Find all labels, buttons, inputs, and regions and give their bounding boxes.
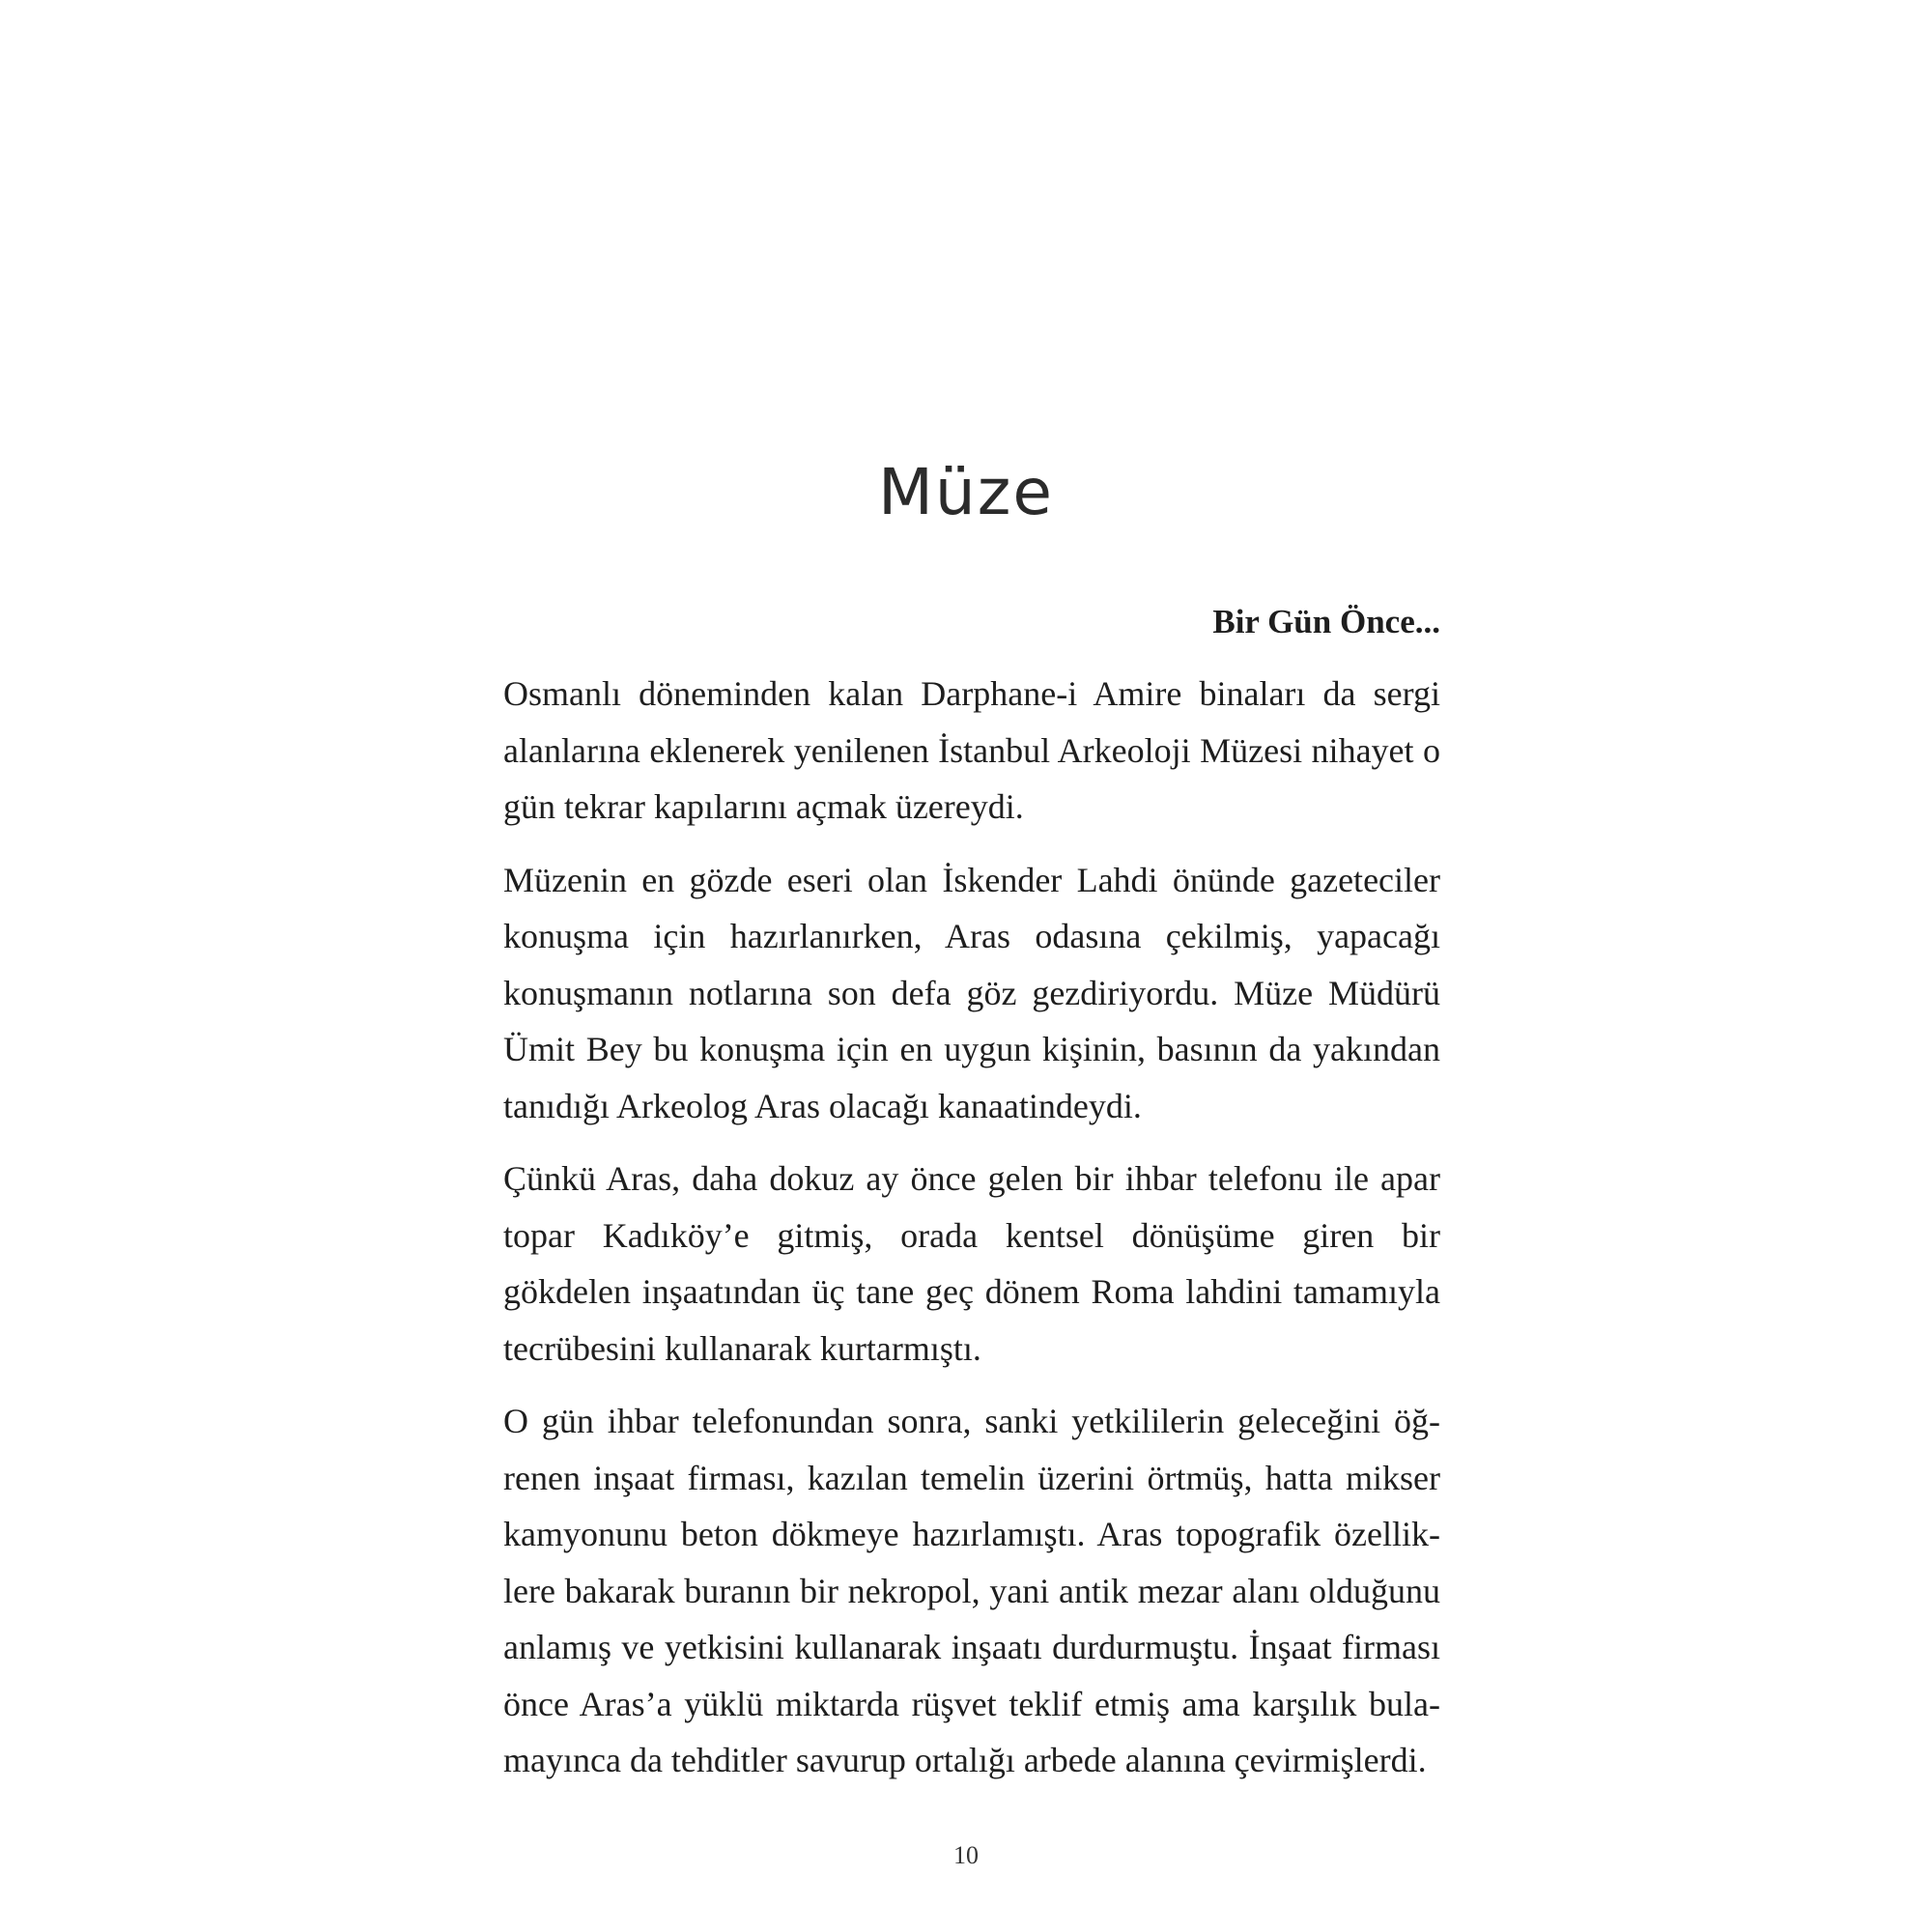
page-number: 10 [953,1841,979,1869]
paragraph-1: Osmanlı döneminden kalan Darphane-i Amire binaları da sergi alanlarına eklenerek yenilenen İstanbul Arkeoloji Müzesi nihayet o gün tekrar kapılarını açmak üzereydi. [503,674,1440,826]
paragraph-2: Müzenin en gözde eseri olan İskender Lahdi önünde gazeteciler konuşma için hazırlanırken, Aras odasına çekilmiş, yapacağı konuşmanın notlarına son defa göz gezdiriyordu. Müze Müdürü Ümit Bey bu konuşma için en uygun kişinin, basının da yakından tanıdığı Arkeolog Aras olacağı kanaatindeydi. [503,860,1440,1125]
chapter-title: Müze [877,455,1055,529]
body-text [503,594,1440,1805]
paragraph-3: Çünkü Aras, daha dokuz ay önce gelen bir ihbar telefonu ile apar topar Kadıköy’e gitmiş, orada kentsel dönüşüme giren bir gökdelen inşaatından üç tane geç dönem Roma lahdini tamamıyla tecrübesini kullanarak kurtarmıştı. [503,1159,1440,1368]
chapter-subtitle: Bir Gün Önce... [1212,603,1440,640]
paragraph-4: O gün ihbar telefonundan sonra, sanki yetkililerin geleceğini öğrenen inşaat firması, kazılan temelin üzerini örtmüş, hatta mikser kamyonunu beton dökmeye hazırlamıştı. Aras topografik özelliklere bakarak buranın bir nekropol, yani antik mezar alanı olduğunu anlamış ve yetkisini kullanarak inşaatı durdurmuştu. İnşaat firması önce Aras’a yüklü miktarda rüşvet teklif etmiş ama karşılık bulamayınca da tehditler savurup ortalığı arbede alanına çevirmişlerdi. [503,1402,1440,1779]
